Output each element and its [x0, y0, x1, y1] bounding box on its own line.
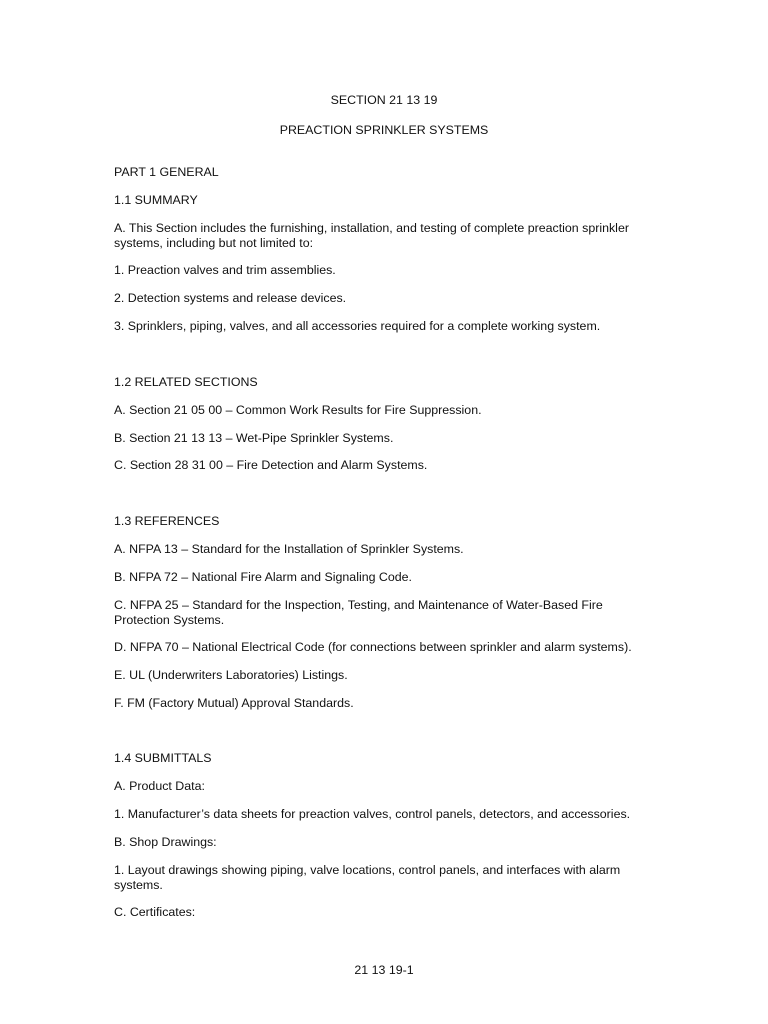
list-item: D. NFPA 70 – National Electrical Code (for connections between sprinkler and alarm systems).	[114, 640, 632, 654]
list-item: C. Section 28 31 00 – Fire Detection and Alarm Systems.	[114, 458, 428, 472]
list-item: C. NFPA 25 – Standard for the Inspection, Testing, and Maintenance of Water-Based Fire Protection Systems.	[114, 598, 603, 627]
certificates-label: C. Certificates:	[114, 905, 196, 919]
submittals-heading: 1.4 SUBMITTALS	[114, 751, 212, 765]
list-item: 1. Layout drawings showing piping, valve locations, control panels, and interfaces with alarm systems.	[114, 863, 621, 892]
list-item: F. FM (Factory Mutual) Approval Standards.	[114, 696, 354, 710]
list-item: E. UL (Underwriters Laboratories) Listings.	[114, 668, 348, 682]
summary-paragraph: A. This Section includes the furnishing, installation, and testing of complete preaction sprinkler systems, including but not limited to:	[114, 221, 629, 250]
shop-drawings-label: B. Shop Drawings:	[114, 835, 217, 849]
list-item: B. Section 21 13 13 – Wet-Pipe Sprinkler Systems.	[114, 431, 394, 445]
references-heading: 1.3 REFERENCES	[114, 514, 220, 528]
product-data-label: A. Product Data:	[114, 779, 205, 793]
list-item: 1. Preaction valves and trim assemblies.	[114, 263, 336, 277]
list-item: B. NFPA 72 – National Fire Alarm and Signaling Code.	[114, 570, 412, 584]
list-item: 3. Sprinklers, piping, valves, and all accessories required for a complete working system.	[114, 319, 601, 333]
section-number: SECTION 21 13 19	[330, 93, 438, 107]
page-number: 21 13 19-1	[354, 963, 414, 977]
related-sections-heading: 1.2 RELATED SECTIONS	[114, 375, 258, 389]
summary-heading: 1.1 SUMMARY	[114, 193, 198, 207]
list-item: 1. Manufacturer’s data sheets for preaction valves, control panels, detectors, and accessories.	[114, 807, 631, 821]
list-item: A. NFPA 13 – Standard for the Installation of Sprinkler Systems.	[114, 542, 464, 556]
list-item: A. Section 21 05 00 – Common Work Results for Fire Suppression.	[114, 403, 482, 417]
part-heading: PART 1 GENERAL	[114, 165, 219, 179]
list-item: 2. Detection systems and release devices.	[114, 291, 347, 305]
section-title: PREACTION SPRINKLER SYSTEMS	[279, 123, 489, 137]
